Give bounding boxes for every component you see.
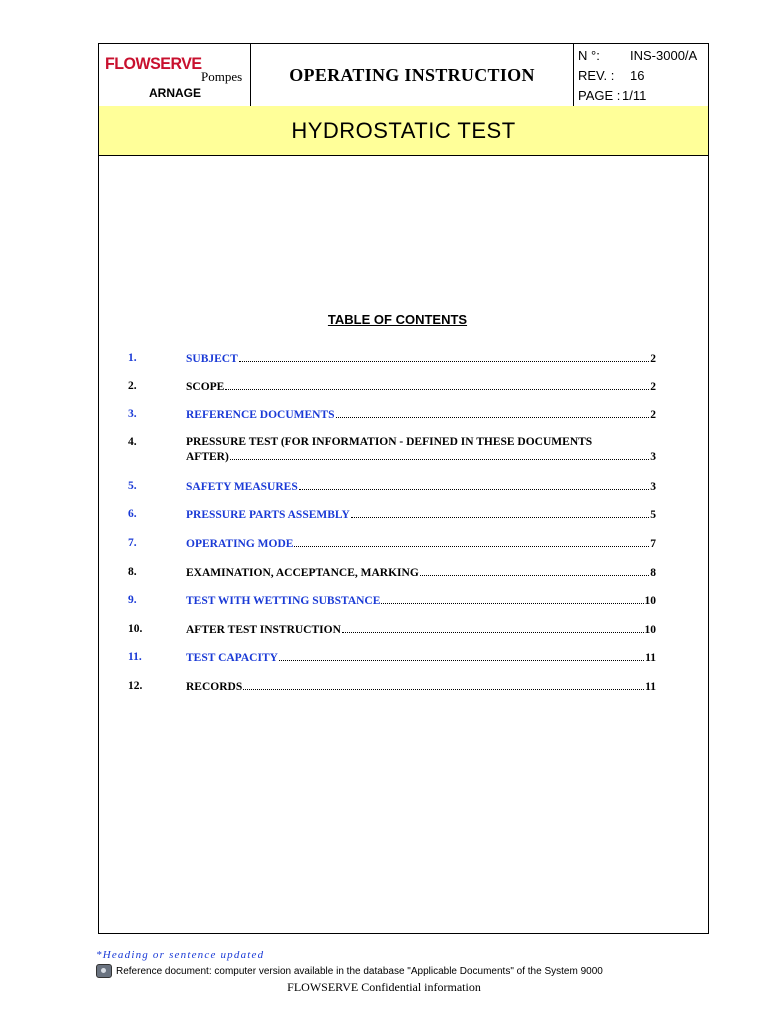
toc-item-label: RECORDS bbox=[186, 681, 243, 693]
toc-item-body bbox=[186, 435, 656, 464]
toc-item-number: 6. bbox=[128, 508, 137, 520]
document-frame bbox=[98, 43, 709, 934]
toc-item-line bbox=[186, 536, 656, 551]
document-type-title: OPERATING INSTRUCTION bbox=[251, 44, 574, 106]
toc-leader-dots bbox=[239, 351, 649, 362]
toc-item-line bbox=[186, 622, 656, 637]
toc-leader-dots bbox=[342, 622, 644, 633]
toc-item-body bbox=[186, 407, 656, 422]
toc-item-body bbox=[186, 379, 656, 394]
toc-leader-dots bbox=[279, 650, 644, 661]
toc-leader-dots bbox=[381, 593, 643, 604]
toc-item-page: 11 bbox=[645, 681, 656, 693]
toc-item-line bbox=[186, 449, 656, 464]
disk-icon bbox=[96, 964, 112, 978]
toc-item-line bbox=[186, 507, 656, 522]
toc-item-number: 8. bbox=[128, 566, 137, 578]
revision-value: 16 bbox=[630, 68, 645, 83]
toc-item-line bbox=[186, 407, 656, 422]
toc-item-label: SUBJECT bbox=[186, 353, 238, 365]
toc-item-label: AFTER) bbox=[186, 451, 229, 463]
toc-item-line bbox=[186, 679, 656, 694]
reference-footnote-text: Reference document: computer version available in the database "Applicable Documents" of the System 9000 bbox=[116, 965, 603, 977]
revision-label: REV. : bbox=[578, 68, 615, 83]
toc-item-label: TEST WITH WETTING SUBSTANCE bbox=[186, 595, 381, 607]
logo-site: ARNAGE bbox=[149, 86, 202, 100]
toc-item-label: PRESSURE PARTS ASSEMBLY bbox=[186, 509, 350, 521]
toc-item-body bbox=[186, 507, 656, 522]
toc-item-body bbox=[186, 593, 656, 608]
toc-item-body bbox=[186, 479, 656, 494]
toc-leader-dots bbox=[294, 536, 649, 547]
toc-item-body bbox=[186, 565, 656, 580]
toc-item-page: 2 bbox=[650, 409, 656, 421]
toc-item-body bbox=[186, 622, 656, 637]
toc-item-page: 2 bbox=[650, 353, 656, 365]
toc-leader-dots bbox=[420, 565, 649, 576]
toc-item-label: OPERATING MODE bbox=[186, 538, 294, 550]
toc-item-body bbox=[186, 351, 656, 366]
table-of-contents bbox=[99, 44, 708, 933]
ref-number-value: INS-3000/A bbox=[630, 48, 698, 63]
toc-item-line bbox=[186, 565, 656, 580]
toc-item-body bbox=[186, 679, 656, 694]
toc-item-label-line1: PRESSURE TEST (FOR INFORMATION - DEFINED IN THESE DOCUMENTS bbox=[186, 436, 593, 448]
toc-item-page: 3 bbox=[650, 451, 656, 463]
toc-item-body bbox=[186, 536, 656, 551]
toc-item-page: 10 bbox=[644, 624, 656, 636]
toc-item-label: EXAMINATION, ACCEPTANCE, MARKING bbox=[186, 567, 419, 579]
toc-item-page: 10 bbox=[644, 595, 656, 607]
toc-item-number: 5. bbox=[128, 480, 137, 492]
logo-pompes: Pompes bbox=[201, 69, 243, 84]
toc-item-label: SAFETY MEASURES bbox=[186, 481, 298, 493]
toc-item-page: 8 bbox=[650, 567, 656, 579]
logo-wordmark: FLOWSERVE bbox=[105, 55, 202, 74]
toc-item-number: 1. bbox=[128, 352, 137, 364]
confidential-footer: FLOWSERVE Confidential information bbox=[287, 980, 481, 994]
document-title-banner: HYDROSTATIC TEST bbox=[99, 106, 708, 156]
page-label: PAGE : bbox=[578, 88, 621, 103]
toc-item-line bbox=[186, 351, 656, 366]
toc-item-line bbox=[186, 650, 656, 665]
toc-item-page: 11 bbox=[645, 652, 656, 664]
toc-leader-dots bbox=[299, 479, 650, 490]
reference-footnote bbox=[96, 964, 603, 978]
toc-item-label: REFERENCE DOCUMENTS bbox=[186, 409, 335, 421]
updated-footnote: *Heading or sentence updated bbox=[96, 949, 265, 961]
toc-item-page: 7 bbox=[650, 538, 656, 550]
toc-leader-dots bbox=[230, 449, 649, 460]
toc-item-number: 11. bbox=[128, 651, 142, 663]
toc-item-body bbox=[186, 650, 656, 665]
toc-item-page: 3 bbox=[650, 481, 656, 493]
toc-leader-dots bbox=[336, 407, 650, 418]
page-value: 1/11 bbox=[622, 88, 647, 103]
toc-item-number: 3. bbox=[128, 408, 137, 420]
toc-item-page: 2 bbox=[650, 381, 656, 393]
toc-item-label: AFTER TEST INSTRUCTION bbox=[186, 624, 341, 636]
toc-item-label: TEST CAPACITY bbox=[186, 652, 278, 664]
toc-item-page: 5 bbox=[650, 509, 656, 521]
toc-item-line bbox=[186, 379, 656, 394]
toc-item-number: 10. bbox=[128, 623, 143, 635]
toc-leader-dots bbox=[225, 379, 649, 390]
toc-item-line bbox=[186, 593, 656, 608]
toc-item-number: 4. bbox=[128, 436, 137, 448]
toc-leader-dots bbox=[243, 679, 644, 690]
toc-leader-dots bbox=[351, 507, 649, 518]
toc-item-line bbox=[186, 479, 656, 494]
toc-item-number: 2. bbox=[128, 380, 137, 392]
ref-number-label: N °: bbox=[578, 48, 600, 63]
toc-item-number: 9. bbox=[128, 594, 137, 606]
toc-item-label: SCOPE bbox=[186, 381, 225, 393]
toc-item-number: 7. bbox=[128, 537, 137, 549]
toc-item-number: 12. bbox=[128, 680, 143, 692]
toc-heading: TABLE OF CONTENTS bbox=[327, 312, 468, 327]
